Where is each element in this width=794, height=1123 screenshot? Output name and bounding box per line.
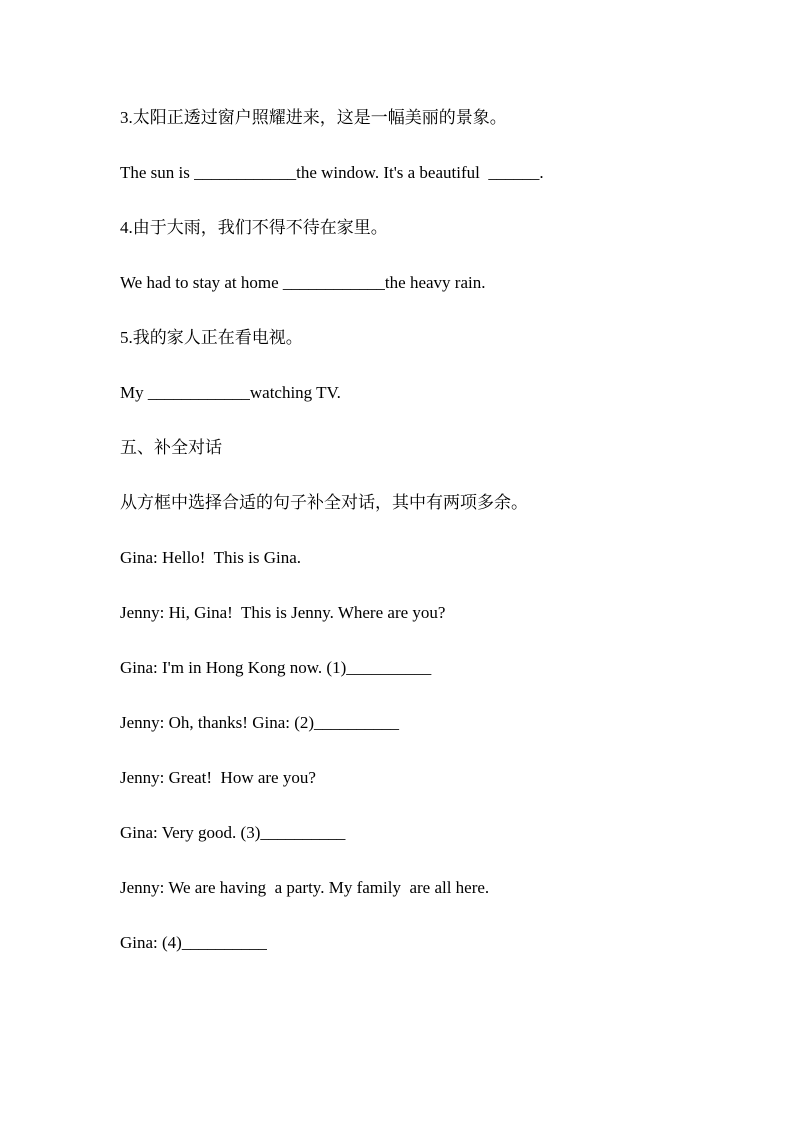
dialogue-line-4: Jenny: Oh, thanks! Gina: (2)__________ bbox=[120, 713, 400, 732]
dialogue-line-1: Gina: Hello! This is Gina. bbox=[120, 548, 301, 567]
question-4-chinese: 4.由于大雨，我们不得不待在家里。 bbox=[120, 218, 388, 237]
section-heading: 五、补全对话 bbox=[120, 438, 222, 457]
question-5-english: My ____________watching TV. bbox=[120, 383, 341, 402]
dialogue-line-3: Gina: I'm in Hong Kong now. (1)__________ bbox=[120, 658, 432, 677]
dialogue-line-8: Gina: (4)__________ bbox=[120, 933, 267, 952]
dialogue-line-6: Gina: Very good. (3)__________ bbox=[120, 823, 346, 842]
question-5-chinese: 5.我的家人正在看电视。 bbox=[120, 328, 303, 347]
dialogue-line-2: Jenny: Hi, Gina! This is Jenny. Where are you? bbox=[120, 603, 446, 622]
dialogue-line-7: Jenny: We are having a party. My family are all here. bbox=[120, 878, 490, 897]
question-3-chinese: 3.太阳正透过窗户照耀进来，这是一幅美丽的景象。 bbox=[120, 108, 507, 127]
question-3-english: The sun is ____________the window. It's a beautiful ______. bbox=[120, 163, 544, 182]
question-4-english: We had to stay at home ____________the heavy rain. bbox=[120, 273, 486, 292]
section-instructions: 从方框中选择合适的句子补全对话，其中有两项多余。 bbox=[120, 493, 528, 512]
dialogue-line-5: Jenny: Great! How are you? bbox=[120, 768, 316, 787]
